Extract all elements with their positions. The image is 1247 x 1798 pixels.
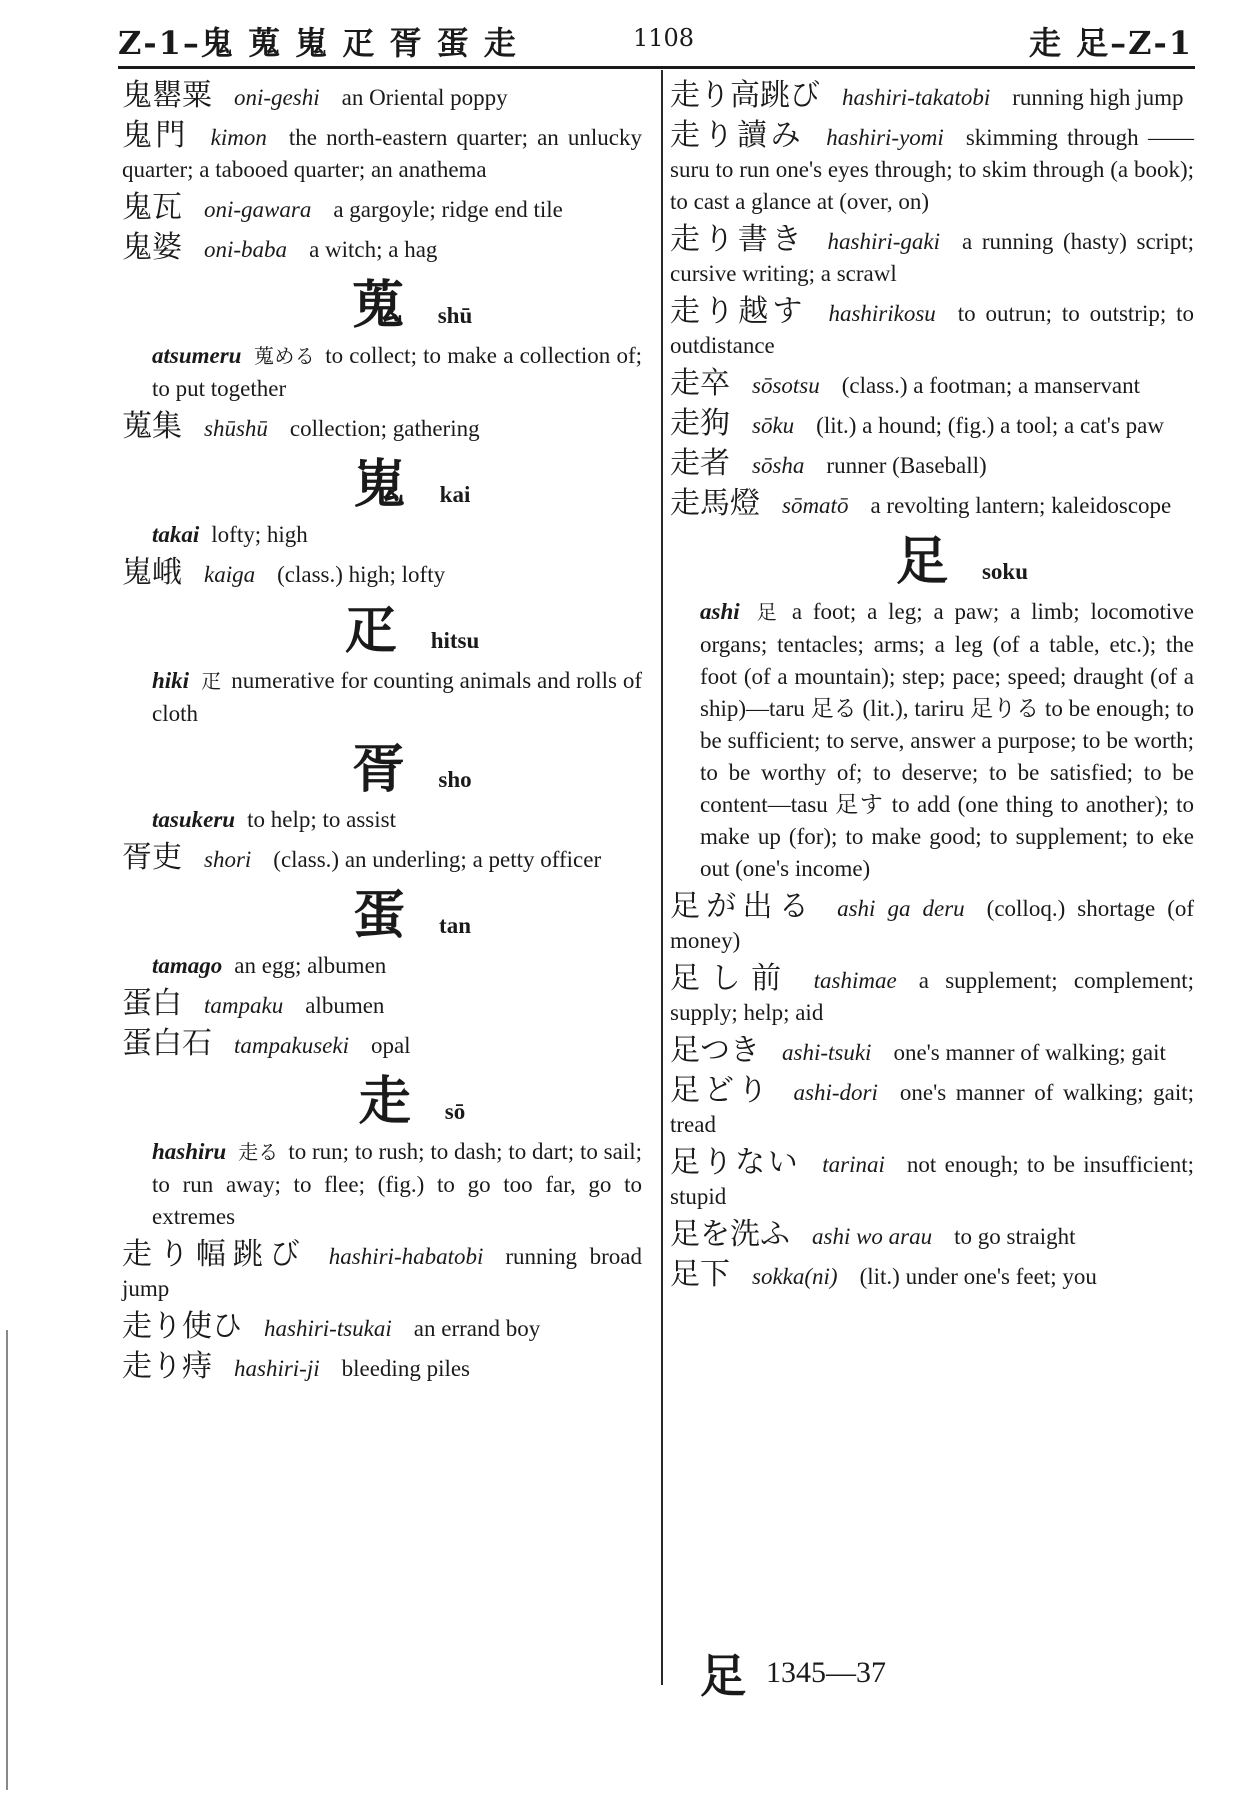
entry-romaji: hashiri-ji [234,1356,320,1381]
entry-definition: one's manner of walking; gait [893,1040,1166,1065]
heading-reading: soku [981,559,1029,584]
entry-kanji: 胥吏 [122,840,182,875]
heading-reading: shū [437,303,473,328]
entry-romaji: sōmatō [782,493,849,518]
heading-reading: kai [439,482,471,507]
entry-definition: to outrun; to outstrip; to outdistance [670,301,1194,358]
heading-kanji: 足 [895,531,948,592]
entry-kanji: 走り使ひ [122,1309,242,1344]
header-rule [118,66,1195,69]
entry-definition: (class.) an underling; a petty officer [273,847,602,872]
entry-kanji: 鬼門 [122,118,189,153]
heading-reading: hitsu [430,628,480,653]
entry-definition: (colloq.) shortage (of money) [670,896,1195,953]
entry-definition: to go straight [954,1224,1076,1249]
entry [670,80,1194,114]
heading-reading: tan [439,913,471,938]
entry-definition: collection; gathering [289,416,480,441]
entry [670,120,1194,218]
entry-kanji: 蛋白石 [122,1026,212,1061]
entry-kanji: 走り讀み [670,118,805,153]
entry-kanji: 走卒 [670,366,730,401]
entry-definition: (lit.) under one's feet; you [859,1264,1097,1289]
main-definition [122,665,642,730]
kanji-heading [122,601,642,661]
entry [670,448,1194,482]
entry-romaji: hashiri-takatobi [842,85,991,110]
entry-kanji: 走り幅跳び [122,1237,307,1272]
kanji-heading [122,455,642,515]
column-divider [661,70,663,1685]
page-header [118,18,1193,68]
entry [122,1028,642,1062]
entry-definition: the north-eastern quarter; an unlucky quarter; a tabooed quarter; an anathema [122,125,642,182]
entry-romaji: sōku [752,413,795,438]
entry [670,963,1194,1029]
entry [122,80,642,114]
entry-definition: opal [370,1033,411,1058]
main-romaji: hashiru [152,1139,227,1164]
entry-romaji: sōsotsu [752,373,820,398]
entry-romaji: hashiri-yomi [826,125,944,150]
entry-definition: an Oriental poppy [341,85,508,110]
main-romaji: atsumeru [152,343,242,368]
main-definition-text: an egg; albumen [234,953,387,978]
entry-kanji: 走者 [670,446,730,481]
entry-romaji: kaiga [204,562,256,587]
main-definition-text: numerative for counting animals and rolls of cloth [152,668,642,726]
entry [122,120,642,186]
entry [670,224,1194,290]
entry-definition: a revolting lantern; kaleidoscope [870,493,1172,518]
kanji-heading [122,276,642,336]
footer-reference: 1345—37 [766,1656,886,1689]
heading-kanji: 蒐 [351,275,404,336]
entry-kanji: 走り越す [670,294,807,329]
main-kanji: 走る [238,1142,279,1164]
entry-romaji: tashimae [813,968,897,993]
entry-kanji: 足し前 [670,961,792,996]
entry-kanji: 走り高跳び [670,78,820,113]
entry [670,891,1194,957]
header-left-guide: Z-1–鬼 蒐 嵬 疋 胥 蛋 走 [118,24,518,62]
entry-kanji: 足どり [670,1073,772,1108]
entry [670,368,1194,402]
entry-definition: running high jump [1012,85,1184,110]
entry [122,988,642,1022]
entry-kanji: 走狗 [670,406,730,441]
page-number: 1108 [633,24,695,52]
entry-kanji: 走り痔 [122,1349,212,1384]
entry [122,1351,642,1385]
entry [122,1311,642,1345]
kanji-heading [122,1072,642,1132]
entry-romaji: sōsha [752,453,805,478]
right-column [670,80,1194,1299]
heading-kanji: 疋 [344,600,397,661]
entry-definition: one's manner of walking; gait; tread [670,1080,1195,1137]
entry [670,1035,1194,1069]
entry-kanji: 足が出る [670,889,816,924]
entry-kanji: 走馬燈 [670,486,760,521]
entry-romaji: oni-gawara [204,197,312,222]
entry-romaji: ashi-dori [793,1080,878,1105]
entry-definition: (lit.) a hound; (fig.) a tool; a cat's paw [816,413,1164,438]
main-kanji: 蒐める [253,346,316,368]
entry [122,411,642,445]
main-definition [670,596,1194,885]
heading-reading: sō [444,1099,466,1124]
entry-romaji: hashiri-tsukai [264,1316,392,1341]
entry-definition: a supplement; complement; supply; help; aid [670,968,1195,1025]
entry [122,232,642,266]
entry-definition: a gargoyle; ridge end tile [333,197,563,222]
main-definition [122,519,642,551]
entry [122,842,642,876]
entry-romaji: shori [204,847,252,872]
entry-romaji: kimon [210,125,267,150]
entry-definition: albumen [305,993,385,1018]
main-definition-text: a foot; a leg; a paw; a limb; locomotive organs; tentacles; arms; a leg (of a table, etc.); the foot (of a mountain); step; pace; speed; draught (of a ship)—taru 足る (lit.), tariru 足りる to be enough; to be sufficient; to serve, answer a purpose; to be worth; to be worthy of; to deserve; to be satisfied; to be content—tasu 足す to add (one thing to another); to make up (for); to make good; to supplement; to eke out (one's income) [700,599,1194,881]
entry-romaji: hashiri-gaki [827,229,940,254]
main-kanji: 足 [751,602,782,624]
entry-definition: runner (Baseball) [826,453,987,478]
main-definition [122,950,642,982]
entry-definition: skimming through ——suru to run one's eyes through; to skim through (a book); to cast a glance at (over, on) [670,125,1194,214]
entry-kanji: 足りない [670,1145,801,1180]
header-right-guide: 走 足–Z-1 [1028,24,1193,62]
entry-romaji: ashi wo arau [812,1224,933,1249]
entry-definition: a running (hasty) script; cursive writing; a scrawl [670,229,1194,286]
main-romaji: tasukeru [152,807,236,832]
entry [670,1147,1194,1213]
heading-kanji: 嵬 [353,454,406,515]
entry-kanji: 足を洗ふ [670,1217,790,1252]
entry-definition: not enough; to be insufficient; stupid [670,1152,1194,1209]
entry-romaji: ashi-tsuki [782,1040,872,1065]
entry-kanji: 嵬峨 [122,555,182,590]
entry-romaji: hashiri-habatobi [328,1244,484,1269]
main-romaji: tamago [152,953,223,978]
entry [122,192,642,226]
entry-kanji: 鬼罌粟 [122,78,212,113]
entry-definition: (class.) a footman; a manservant [841,373,1140,398]
main-definition-text: to run; to rush; to dash; to dart; to sail; to run away; to flee; (fig.) to go too far, go to extremes [152,1139,642,1229]
left-column [122,80,642,1391]
entry [670,1075,1194,1141]
entry-kanji: 鬼瓦 [122,190,182,225]
heading-reading: sho [438,767,472,792]
entry-kanji: 鬼婆 [122,230,182,265]
kanji-heading [122,740,642,800]
main-definition [122,340,642,405]
entry-definition: an errand boy [413,1316,541,1341]
entry-definition: bleeding piles [341,1356,471,1381]
main-romaji: hiki [152,668,190,693]
entry-romaji: hashirikosu [828,301,936,326]
main-definition [122,804,642,836]
page-footer [700,1640,886,1706]
entry-kanji: 足つき [670,1033,760,1068]
footer-kanji: 足 [700,1649,746,1703]
scan-margin-line [6,1330,8,1790]
entry-romaji: oni-baba [204,237,288,262]
entry [122,1239,642,1305]
entry [670,1219,1194,1253]
entry-romaji: ashi ga deru [837,896,965,921]
entry-kanji: 蒐集 [122,409,182,444]
main-definition [122,1136,642,1233]
main-definition-text: lofty; high [211,522,308,547]
main-romaji: takai [152,522,200,547]
kanji-heading [670,532,1194,592]
heading-kanji: 蛋 [353,885,406,946]
kanji-heading [122,886,642,946]
main-kanji: 疋 [201,671,222,693]
entry [122,557,642,591]
entry-kanji: 走り書き [670,222,806,257]
entry-romaji: tampakuseki [234,1033,349,1058]
entry-romaji: tampaku [204,993,284,1018]
main-definition-text: to help; to assist [247,807,396,832]
entry-romaji: oni-geshi [234,85,320,110]
entry-romaji: sokka(ni) [752,1264,838,1289]
main-definition-text: to collect; to make a collection of; to put together [152,343,642,401]
entry [670,408,1194,442]
entry-romaji: shūshū [204,416,268,441]
entry-definition: a witch; a hag [309,237,438,262]
entry [670,296,1194,362]
entry-kanji: 足下 [670,1257,730,1292]
entry-definition: running broad jump [122,1244,643,1301]
entry-romaji: tarinai [822,1152,885,1177]
main-romaji: ashi [700,599,740,624]
entry [670,1259,1194,1293]
heading-kanji: 胥 [352,739,405,800]
entry-definition: (class.) high; lofty [277,562,446,587]
entry [670,488,1194,522]
heading-kanji: 走 [358,1071,411,1132]
entry-kanji: 蛋白 [122,986,182,1021]
